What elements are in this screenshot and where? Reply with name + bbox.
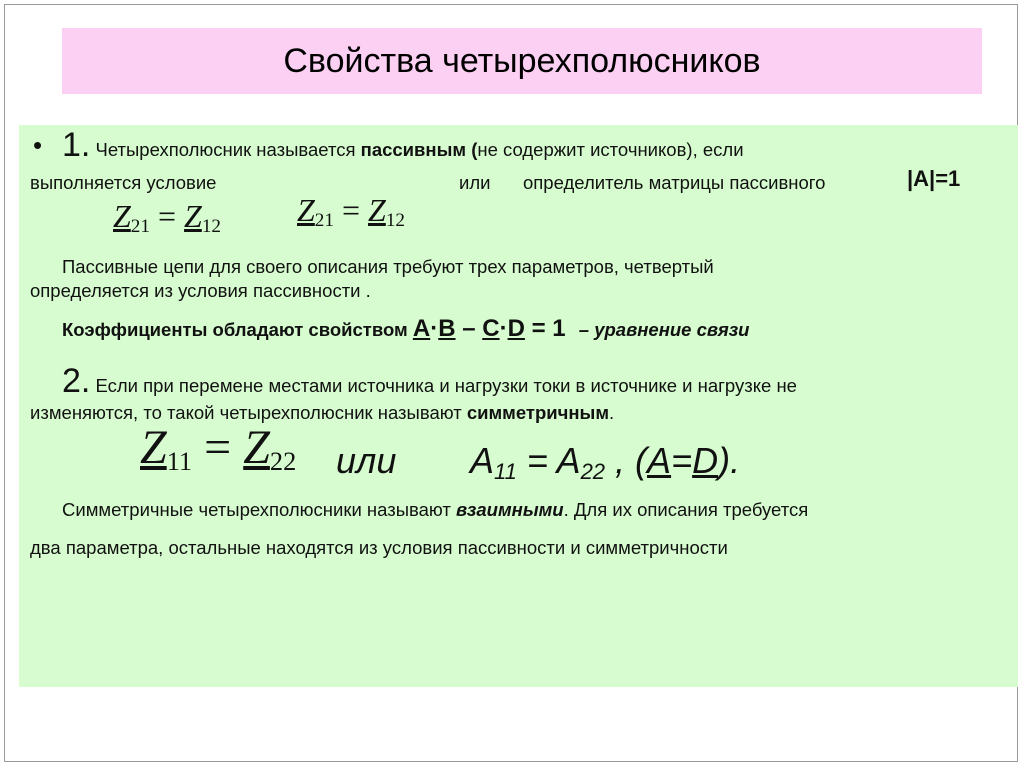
a-subscript: 11 <box>494 459 517 484</box>
a-symbol: A <box>470 440 495 481</box>
a-subscript: 22 <box>580 459 606 484</box>
coef-b: B <box>438 315 456 342</box>
formula-z21-z12-right <box>297 192 406 232</box>
z-symbol: Z <box>184 198 202 234</box>
formula-z11-z22 <box>140 420 296 475</box>
passive-word: пассивным <box>360 139 467 160</box>
a-symbol: A <box>647 440 672 481</box>
formula-z21-z12-left <box>113 198 222 238</box>
p1-line2-c: определитель матрицы пассивного <box>523 172 826 193</box>
or-word: или <box>336 440 397 481</box>
formula-a11-a22 <box>470 440 740 485</box>
p4-text: Если при перемене местами источника и нагрузки токи в источнике и нагрузке не <box>95 375 797 396</box>
p2-line-2: определяется из условия пассивности . <box>30 280 371 301</box>
paragraph-1-line-1 <box>62 126 744 164</box>
z-symbol: Z <box>243 421 270 474</box>
equals-one: = 1 <box>524 315 566 342</box>
z-subscript: 22 <box>269 446 297 477</box>
d-symbol: D <box>692 440 719 481</box>
p4-line-2 <box>30 402 614 424</box>
paren-close: ). <box>718 440 741 481</box>
item-number-1: 1. <box>62 126 91 164</box>
p4-line-1 <box>62 362 797 400</box>
z-symbol: Z <box>113 198 131 234</box>
mutual-word: взаимными <box>456 499 564 520</box>
p1-text-a: Четырехполюсник называется <box>95 139 361 160</box>
coefficients-line <box>62 315 750 342</box>
period: . <box>609 402 615 423</box>
relation-equation-label: – уравнение связи <box>578 319 750 340</box>
z-subscript: 21 <box>314 210 334 232</box>
z-symbol: Z <box>368 192 386 228</box>
coef-c: C <box>482 315 500 342</box>
equals-sign: = <box>341 192 361 228</box>
p3-lead: Коэффициенты обладают свойством <box>62 319 413 340</box>
z-subscript: 21 <box>130 216 150 238</box>
symmetric-word: симметричным <box>466 402 610 423</box>
p1-paren: ( <box>466 139 478 160</box>
minus: – <box>455 315 483 342</box>
p2-line-1: Пассивные цепи для своего описания требуют трех параметров, четвертый <box>62 256 714 277</box>
coef-a: A <box>412 315 431 342</box>
z-symbol: Z <box>297 192 315 228</box>
equals-sign: = <box>204 421 232 474</box>
p1-line2-a: выполняется условие <box>30 172 217 193</box>
item-number-2: 2. <box>62 362 91 400</box>
equals-sign: = <box>157 198 177 234</box>
slide-title: Свойства четырехполюсников <box>283 41 761 80</box>
p1-line2-or: или <box>459 172 491 193</box>
z-symbol: Z <box>140 421 167 474</box>
p1-text-c: не содержит источников), если <box>477 139 744 160</box>
p5-line1-b: . Для их описания требуется <box>563 499 809 520</box>
equals-a: = A <box>516 440 581 481</box>
z-subscript: 12 <box>201 216 222 238</box>
determinant: |A|=1 <box>907 166 961 191</box>
p5-line-1 <box>62 499 808 521</box>
title-bar <box>62 28 982 94</box>
paren-open: , ( <box>605 440 648 481</box>
equals-sign: = <box>671 440 693 481</box>
bullet: • <box>33 130 43 160</box>
dot: · <box>499 315 508 342</box>
z-subscript: 11 <box>166 446 193 477</box>
coef-d: D <box>507 315 525 342</box>
dot: · <box>430 315 439 342</box>
p5-line1-a: Симметричные четырехполюсники называют <box>62 499 456 520</box>
z-subscript: 12 <box>385 210 406 232</box>
p4-line2-a: изменяются, то такой четырехполюсник называют <box>30 402 467 423</box>
p5-line-2: два параметра, остальные находятся из условия пассивности и симметричности <box>30 537 728 558</box>
